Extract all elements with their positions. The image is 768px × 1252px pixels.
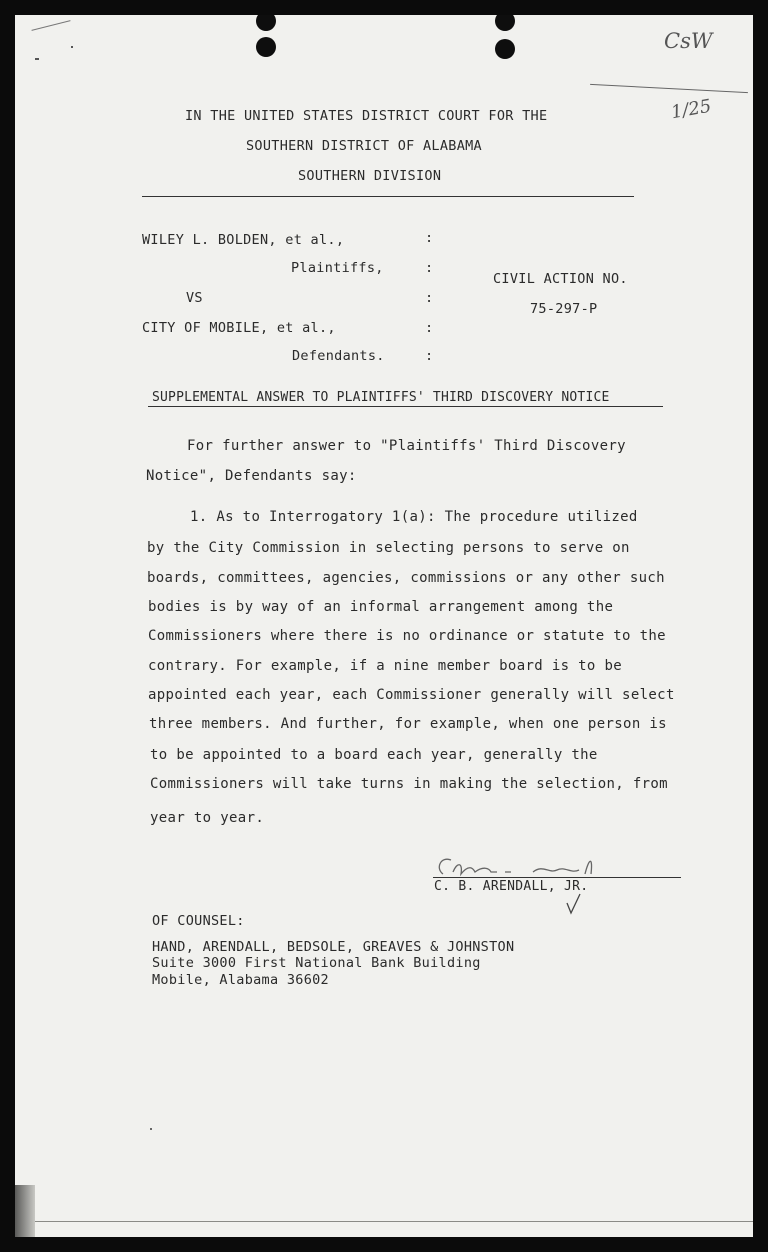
paragraph-line: by the City Commission in selecting persons to serve on (147, 540, 630, 556)
pencil-line (590, 84, 748, 93)
page-fold-line (35, 1221, 753, 1222)
civil-action-number: 75-297-P (530, 301, 598, 317)
paragraph-line: to be appointed to a board each year, generally the (150, 747, 598, 763)
court-header-line-3: SOUTHERN DIVISION (298, 168, 442, 184)
firm-address-line-1: Suite 3000 First National Bank Building (152, 955, 481, 971)
caption-colon: : (425, 230, 434, 246)
handwritten-date: 1/25 (669, 95, 713, 124)
page-edge-shadow (15, 1185, 35, 1237)
document-title: SUPPLEMENTAL ANSWER TO PLAINTIFFS' THIRD DISCOVERY NOTICE (152, 390, 610, 405)
firm-address-line-2: Mobile, Alabama 36602 (152, 972, 329, 988)
stray-mark (71, 46, 73, 48)
punch-hole (256, 15, 276, 31)
header-rule (142, 196, 634, 197)
versus-label: VS (186, 290, 203, 306)
court-header-line-2: SOUTHERN DISTRICT OF ALABAMA (246, 138, 482, 154)
punch-hole (495, 15, 515, 31)
signature-check-mark (564, 891, 584, 917)
signature-line (433, 877, 681, 878)
paragraph-line: boards, committees, agencies, commissions or any other such (147, 570, 665, 586)
defendant-role: Defendants. (292, 348, 385, 364)
title-underline (148, 406, 663, 407)
handwritten-initials: CsW (664, 29, 713, 53)
paragraph-line: 1. As to Interrogatory 1(a): The procedure utilized (190, 509, 638, 525)
civil-action-label: CIVIL ACTION NO. (493, 271, 628, 287)
paragraph-line: contrary. For example, if a nine member board is to be (148, 658, 623, 674)
law-firm-name: HAND, ARENDALL, BEDSOLE, GREAVES & JOHNSTON (152, 939, 515, 955)
caption-colon: : (425, 290, 434, 306)
stray-mark (150, 1128, 152, 1130)
paragraph-line: three members. And further, for example, when one person is (149, 716, 667, 732)
stray-mark (35, 58, 39, 60)
plaintiff-name: WILEY L. BOLDEN, et al., (142, 232, 345, 248)
punch-hole (495, 39, 515, 59)
paragraph-line: Commissioners where there is no ordinance or statute to the (148, 628, 666, 644)
intro-line: For further answer to "Plaintiffs' Third Discovery (187, 438, 626, 454)
stray-mark (31, 20, 70, 31)
punch-hole (256, 37, 276, 57)
paragraph-line: appointed each year, each Commissioner generally will select (148, 687, 675, 703)
of-counsel-label: OF COUNSEL: (152, 913, 245, 929)
paragraph-line: year to year. (150, 810, 265, 826)
plaintiff-role: Plaintiffs, (291, 260, 384, 276)
document-page (15, 15, 753, 1237)
caption-colon: : (425, 320, 434, 336)
caption-colon: : (425, 348, 434, 364)
defendant-name: CITY OF MOBILE, et al., (142, 320, 336, 336)
caption-colon: : (425, 260, 434, 276)
intro-line: Notice", Defendants say: (146, 468, 357, 484)
court-header-line-1: IN THE UNITED STATES DISTRICT COURT FOR THE (185, 108, 548, 124)
paragraph-line: bodies is by way of an informal arrangement among the (148, 599, 614, 615)
signatory-name: C. B. ARENDALL, JR. (434, 879, 589, 894)
paragraph-line: Commissioners will take turns in making the selection, from (150, 776, 668, 792)
